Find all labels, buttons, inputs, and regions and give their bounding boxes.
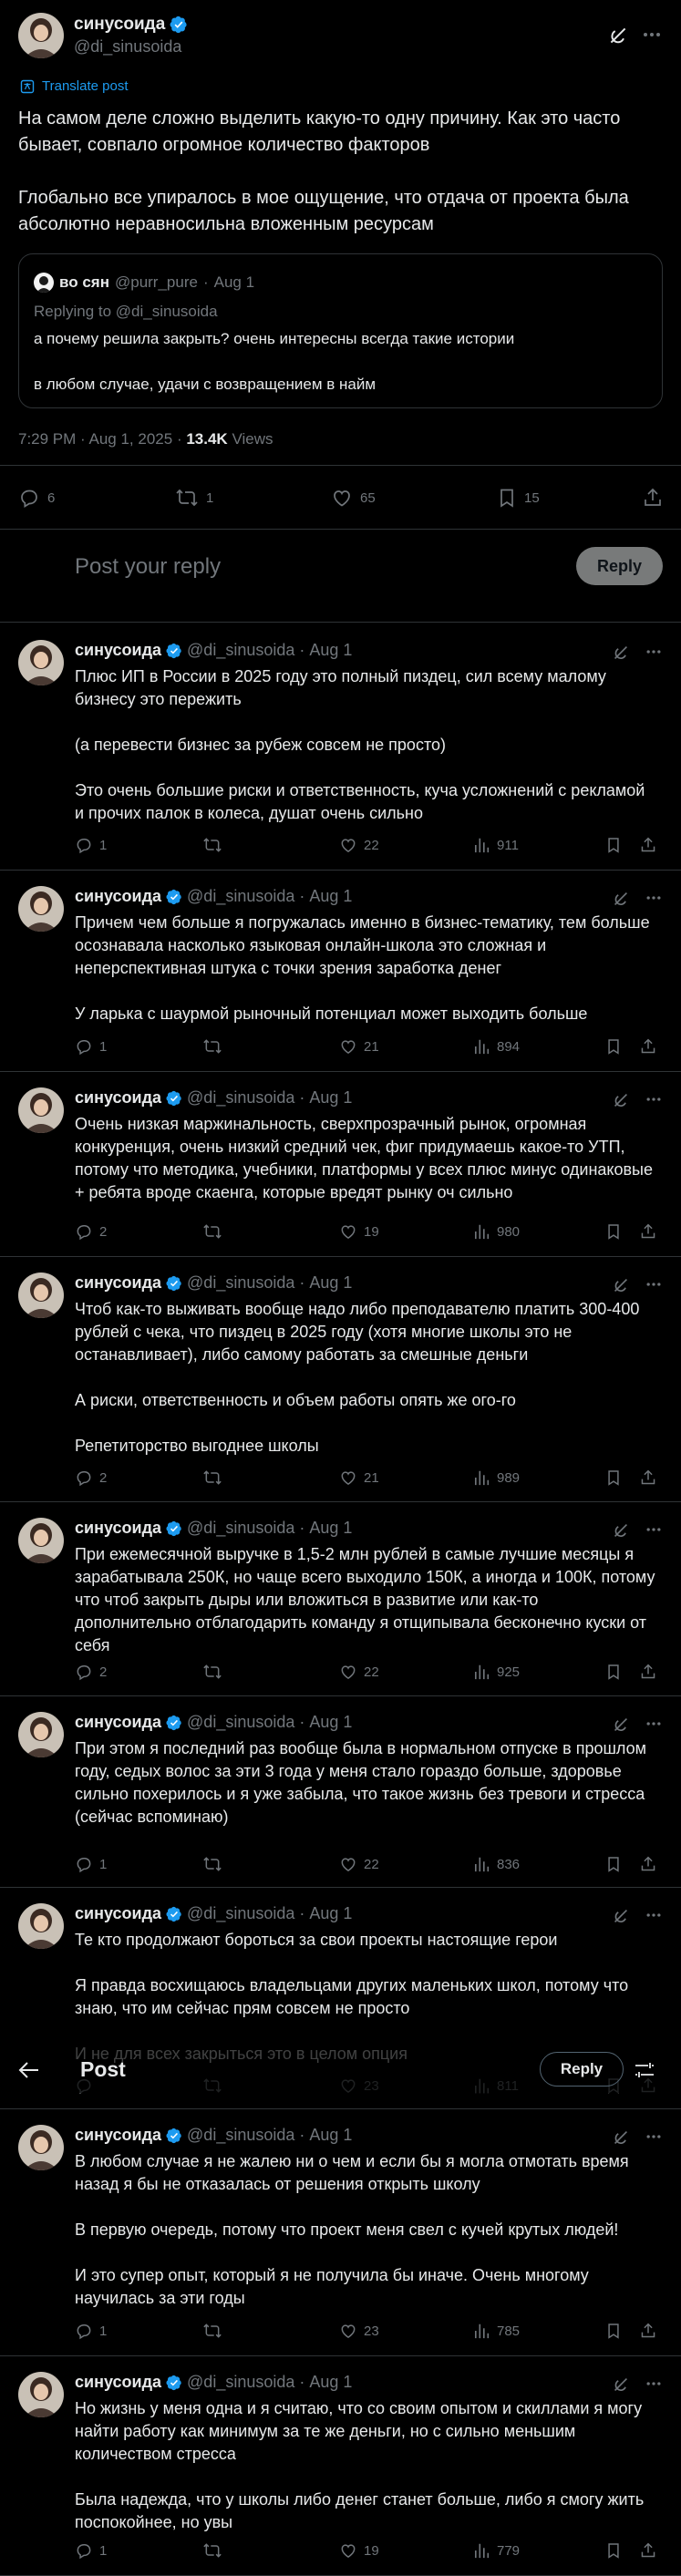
- author-name[interactable]: синусоида: [74, 15, 188, 35]
- quote-avatar: [34, 273, 54, 293]
- reply-action[interactable]: [75, 1855, 107, 1873]
- author-handle[interactable]: @di_sinusoida: [187, 2126, 295, 2144]
- bookmark-icon: [497, 487, 517, 509]
- reply-paragraph: При этом я последний раз вообще была в нормальном отпуске в прошлом году, седых волос за эти 3 года у меня стало гораздо больше, здоровье сильно похерилось и я уже забыла, что такое жизнь без тревоги и стресса (сейчас вспоминаю): [75, 1739, 647, 1826]
- views-action[interactable]: [474, 2322, 520, 2340]
- reply-header: [75, 1273, 658, 1293]
- views-icon: [474, 2322, 490, 2340]
- header-dot: ·: [299, 641, 305, 659]
- reply-icon: [75, 1222, 93, 1241]
- views-icon: [474, 2541, 490, 2560]
- reply-actions: [75, 1855, 658, 1877]
- reply-paragraph: Но жизнь у меня одна и я считаю, что со своим опытом и скиллами я могу найти работу как минимум за те же деньги, но с сильно меньшим количеством стресса: [75, 2399, 643, 2463]
- verified-badge-icon: [166, 1906, 182, 1922]
- quote-author-name: во сян: [59, 273, 109, 291]
- like-icon: [339, 1037, 357, 1056]
- more-options-icon[interactable]: [645, 1906, 663, 1924]
- filter-icon[interactable]: [633, 2059, 656, 2081]
- author-handle[interactable]: @di_sinusoida: [187, 887, 295, 905]
- verified-badge-icon: [166, 2128, 182, 2144]
- bookmark-action[interactable]: [605, 1468, 622, 1487]
- reply-icon: [75, 1855, 93, 1873]
- repost-icon: [202, 1663, 222, 1681]
- repost-icon: [202, 836, 222, 854]
- bookmark-action[interactable]: [605, 2541, 622, 2560]
- views-action[interactable]: [474, 2541, 520, 2560]
- post-date[interactable]: Aug 1: [309, 2126, 353, 2144]
- repost-action[interactable]: 1: [175, 487, 213, 509]
- share-icon: [640, 1222, 656, 1241]
- reply-text: [75, 2397, 658, 2557]
- author-handle[interactable]: @di_sinusoida: [187, 641, 295, 659]
- reply-icon: [75, 1663, 93, 1681]
- author-name[interactable]: синусоида: [75, 887, 162, 905]
- reply-paragraph: И это супер опыт, который я не получила бы иначе. Очень многому научилась за эти годы: [75, 2266, 589, 2307]
- reply-actions: [75, 1222, 658, 1244]
- reply-icon: [75, 1037, 93, 1056]
- header-dot: ·: [299, 1713, 305, 1731]
- share-action[interactable]: [640, 836, 656, 854]
- share-action[interactable]: [640, 2322, 656, 2340]
- views-count: 894: [497, 1038, 521, 1055]
- main-post-header: [18, 13, 663, 58]
- share-icon: [643, 487, 663, 509]
- bookmark-action[interactable]: [605, 1222, 622, 1241]
- repost-action[interactable]: [202, 1468, 229, 1487]
- repost-action[interactable]: [202, 836, 229, 854]
- bookmark-action[interactable]: [605, 1037, 622, 1056]
- reply-header: [75, 2373, 658, 2392]
- grok-icon[interactable]: [611, 1275, 631, 1295]
- share-icon: [640, 1037, 656, 1056]
- like-count: 19: [364, 2542, 379, 2559]
- repost-action[interactable]: [202, 1663, 229, 1681]
- divider: [0, 529, 681, 530]
- post-date[interactable]: Aug 1: [309, 1088, 353, 1107]
- reply-count: 1: [99, 1856, 108, 1872]
- reply-text: [75, 1113, 658, 1227]
- header-dot: ·: [299, 887, 305, 905]
- share-icon: [640, 2541, 656, 2560]
- post-date[interactable]: Aug 1: [309, 2373, 353, 2391]
- author-handle[interactable]: @di_sinusoida: [187, 1088, 295, 1107]
- share-action[interactable]: [640, 1222, 656, 1241]
- avatar[interactable]: [18, 1518, 64, 1563]
- views-icon: [474, 1663, 490, 1681]
- quote-header: [34, 273, 254, 293]
- share-action[interactable]: [640, 1855, 656, 1873]
- reply-paragraph: Это очень большие риски и ответственность, куча усложнений с рекламой и прочих палок в колеса, душат очень сильно: [75, 781, 645, 822]
- views-action[interactable]: [474, 1663, 520, 1681]
- reply-header: [75, 1088, 658, 1108]
- views-count: 785: [497, 2323, 521, 2339]
- author-name[interactable]: синусоида: [75, 1519, 162, 1537]
- header-dot: ·: [299, 2373, 305, 2391]
- reply-count: 1: [99, 2323, 108, 2339]
- reply-text: [75, 665, 658, 848]
- author-name[interactable]: синусоида: [75, 1904, 162, 1922]
- reply-paragraph: Была надежда, что у школы либо денег станет больше, либо я смогу жить поспокойнее, но увы: [75, 2490, 645, 2531]
- author-name[interactable]: синусоида: [75, 1713, 162, 1731]
- sticky-header: [0, 2045, 681, 2093]
- repost-icon: [202, 1222, 222, 1241]
- post-time[interactable]: 7:29 PM: [18, 430, 77, 448]
- reply-post[interactable]: [0, 625, 681, 871]
- author-handle[interactable]: @di_sinusoida: [187, 1273, 295, 1292]
- avatar[interactable]: [18, 1273, 64, 1318]
- post-date[interactable]: Aug 1: [309, 1273, 353, 1292]
- like-count: 23: [364, 2323, 379, 2339]
- verified-badge-icon: [166, 1090, 182, 1107]
- post-date[interactable]: Aug 1, 2025: [88, 430, 173, 448]
- views-icon: [474, 1222, 490, 1241]
- reply-paragraph: У ларька с шаурмой рыночный потенциал может выходить больше: [75, 1005, 588, 1023]
- reply-header: [75, 887, 658, 906]
- reply-count: 1: [99, 2542, 108, 2559]
- share-action[interactable]: [640, 2541, 656, 2560]
- reply-composer: [0, 533, 681, 617]
- quote-date: Aug 1: [213, 273, 255, 291]
- bookmark-icon: [605, 1037, 622, 1056]
- reply-count: 2: [99, 1469, 108, 1486]
- quote-replying-to: Replying to @di_sinusoida: [34, 303, 218, 320]
- avatar[interactable]: [18, 1087, 64, 1133]
- author-handle[interactable]: @di_sinusoida: [187, 2373, 295, 2391]
- reply-paragraph: А риски, ответственность и объем работы опять же ого-го: [75, 1391, 516, 1409]
- reply-text: [75, 1298, 658, 1480]
- reply-header: [75, 1904, 658, 1923]
- author-name[interactable]: синусоида: [75, 2126, 162, 2144]
- reply-paragraph: Репетиторство выгоднее школы: [75, 1437, 319, 1455]
- bookmark-action[interactable]: 15: [497, 487, 540, 509]
- reply-actions: [75, 1663, 658, 1685]
- like-icon: [339, 2541, 357, 2560]
- reply-post[interactable]: [0, 1073, 681, 1257]
- reply-paragraph: Очень низкая маржинальность, сверхпрозрачный рынок, огромная конкуренция, очень низкий средний чек, фиг придумаешь какое-то УТП, потому что методика, учебники, платформы у всех плюс минус одинаковые + ребята вроде скаенга, которые вредят рынку оч сильно: [75, 1115, 654, 1201]
- views-count: 989: [497, 1469, 521, 1486]
- reply-paragraph: (а перевести бизнес за рубеж совсем не просто): [75, 736, 446, 754]
- grok-icon[interactable]: [606, 24, 630, 47]
- grok-icon[interactable]: [611, 1906, 631, 1926]
- reply-action[interactable]: [75, 1663, 107, 1681]
- views-action[interactable]: [474, 1855, 520, 1873]
- more-options-icon[interactable]: [645, 1090, 663, 1108]
- repost-icon: [175, 487, 199, 509]
- more-options-icon[interactable]: [641, 24, 663, 46]
- reply-post[interactable]: [0, 1258, 681, 1502]
- reply-action[interactable]: [75, 2322, 107, 2340]
- quote-text: а почему решила закрыть? очень интересны всегда такие истории в любом случае, удачи с возвращением в найм: [34, 330, 515, 393]
- post-date[interactable]: Aug 1: [309, 1519, 353, 1537]
- like-action[interactable]: [339, 836, 379, 854]
- verified-badge-icon: [170, 15, 188, 34]
- avatar[interactable]: [18, 2125, 64, 2170]
- verified-badge-icon: [166, 1275, 182, 1292]
- main-post-actions: [18, 483, 663, 514]
- reply-icon: [75, 2541, 93, 2560]
- views-count: 779: [497, 2542, 521, 2559]
- grok-icon[interactable]: [611, 2375, 631, 2395]
- views-icon: [474, 1468, 490, 1487]
- reply-header: [75, 2126, 658, 2145]
- like-action[interactable]: [339, 2322, 379, 2340]
- like-action[interactable]: [339, 1222, 379, 1241]
- views-action[interactable]: [474, 836, 519, 854]
- like-icon: [339, 1468, 357, 1487]
- reply-actions: [75, 2322, 658, 2344]
- grok-icon[interactable]: [611, 643, 631, 663]
- views-action[interactable]: [474, 1222, 520, 1241]
- bookmark-icon: [605, 1468, 622, 1487]
- reply-action[interactable]: [75, 1468, 107, 1487]
- share-icon: [640, 1468, 656, 1487]
- repost-action[interactable]: [202, 1037, 229, 1056]
- verified-badge-icon: [166, 1520, 182, 1537]
- header-dot: ·: [299, 1088, 305, 1107]
- avatar[interactable]: [18, 886, 64, 932]
- author-name[interactable]: синусоида: [75, 1088, 162, 1107]
- post-date[interactable]: Aug 1: [309, 887, 353, 905]
- views-count: 13.4K: [186, 430, 228, 448]
- like-icon: [339, 1663, 357, 1681]
- reply-count: 1: [99, 1038, 108, 1055]
- avatar[interactable]: [18, 1903, 64, 1949]
- header-reply-button[interactable]: Reply: [540, 2052, 624, 2087]
- bookmark-icon: [605, 2322, 622, 2340]
- repost-icon: [202, 2322, 222, 2340]
- reply-input[interactable]: Post your reply: [75, 554, 222, 579]
- share-action[interactable]: [640, 1663, 656, 1681]
- like-action[interactable]: [339, 1855, 379, 1873]
- like-icon: [339, 2322, 357, 2340]
- reply-icon: [75, 836, 93, 854]
- header-dot: ·: [299, 1273, 305, 1292]
- like-icon: [339, 1855, 357, 1873]
- reply-post[interactable]: [0, 1697, 681, 1888]
- views-icon: [474, 836, 490, 854]
- verified-badge-icon: [166, 2375, 182, 2391]
- main-post: [0, 0, 681, 620]
- repost-icon: [202, 1037, 222, 1056]
- author-handle[interactable]: @di_sinusoida: [187, 1519, 295, 1537]
- bookmark-action[interactable]: [605, 1855, 622, 1873]
- reply-action[interactable]: [75, 836, 107, 854]
- reply-header: [75, 1519, 658, 1538]
- like-count: 22: [364, 837, 379, 853]
- author-name[interactable]: синусоида: [75, 1273, 162, 1292]
- reply-text: [75, 2150, 658, 2333]
- reply-text: [75, 912, 658, 1048]
- divider: [0, 622, 681, 623]
- bookmark-icon: [605, 1855, 622, 1873]
- reply-paragraph: Плюс ИП в России в 2025 году это полный пиздец, сил всему малому бизнесу это пережить: [75, 667, 606, 708]
- like-action[interactable]: [339, 2541, 379, 2560]
- more-options-icon[interactable]: [645, 2128, 663, 2146]
- reply-icon: [18, 487, 40, 509]
- views-action[interactable]: [474, 1468, 520, 1487]
- post-text: На самом деле сложно выделить какую-то одну причину. Как это часто бывает, совпало огромное количество факторов Глобально все упиралось в мое ощущение, что отдача от проекта была абсолютно неравносильна вложенным ресурсам: [18, 108, 629, 234]
- post-meta: [18, 430, 273, 448]
- more-options-icon[interactable]: [645, 1520, 663, 1539]
- header-dot: ·: [299, 2126, 305, 2144]
- more-options-icon[interactable]: [645, 889, 663, 907]
- grok-icon[interactable]: [611, 1520, 631, 1540]
- meta-dot: ·: [80, 430, 89, 448]
- author-handle[interactable]: @di_sinusoida: [187, 1904, 295, 1922]
- repost-action[interactable]: [202, 2322, 229, 2340]
- like-action[interactable]: 65: [331, 487, 376, 509]
- like-action[interactable]: [339, 1663, 379, 1681]
- like-count: 22: [364, 1664, 379, 1680]
- bookmark-action[interactable]: [605, 836, 622, 854]
- reply-paragraph: В первую очередь, потому что проект меня свел с кучей крутых людей!: [75, 2221, 619, 2239]
- more-options-icon[interactable]: [645, 1275, 663, 1293]
- views-count: 911: [497, 837, 519, 853]
- reply-count: 2: [99, 1664, 108, 1680]
- author-name[interactable]: синусоида: [75, 2373, 162, 2391]
- grok-icon[interactable]: [611, 1090, 631, 1110]
- share-icon: [640, 836, 656, 854]
- views-icon: [474, 1037, 490, 1056]
- reply-header: [75, 1713, 658, 1732]
- post-date[interactable]: Aug 1: [309, 1713, 353, 1731]
- author-handle[interactable]: @di_sinusoida: [187, 1713, 295, 1731]
- author-handle[interactable]: @di_sinusoida: [74, 37, 182, 56]
- avatar[interactable]: [18, 13, 64, 58]
- reply-post[interactable]: [0, 2357, 681, 2576]
- share-icon: [640, 1663, 656, 1681]
- reply-text: [75, 1543, 658, 1680]
- reply-paragraph: Чтоб как-то выживать вообще надо либо преподавателю платить 300-400 рублей с чека, что пиздец в 2025 году (хотя многие школы это не останавливает), либо самому работать за смешные деньги: [75, 1300, 640, 1364]
- repost-icon: [202, 2541, 222, 2560]
- like-count: 19: [364, 1223, 379, 1240]
- views-action[interactable]: [474, 1037, 520, 1056]
- reply-action[interactable]: 6: [18, 487, 55, 509]
- reply-paragraph: При ежемесячной выручке в 1,5-2 млн рублей в самые лучшие месяцы я зарабатывала 250К, но чаще всего выходило 150К, а иногда и 100К, потому что чтоб закрыть дыры или вложиться в развитие или как-то дополнительно отблагодарить команду я отщипывала бесконечно куски от себя: [75, 1545, 655, 1654]
- reply-icon: [75, 2322, 93, 2340]
- reply-count: 1: [99, 837, 108, 853]
- more-options-icon[interactable]: [645, 1715, 663, 1733]
- reply-actions: [75, 836, 658, 858]
- avatar[interactable]: [18, 2372, 64, 2417]
- repost-action[interactable]: [202, 1855, 229, 1873]
- reply-post[interactable]: [0, 2110, 681, 2356]
- verified-badge-icon: [166, 1715, 182, 1731]
- reply-actions: [75, 1468, 658, 1490]
- reply-actions: [75, 2541, 658, 2563]
- share-action[interactable]: [640, 1468, 656, 1487]
- avatar[interactable]: [18, 1712, 64, 1757]
- avatar[interactable]: [18, 640, 64, 685]
- verified-badge-icon: [166, 889, 182, 905]
- meta-dot: ·: [176, 430, 187, 448]
- views-label: Views: [232, 430, 273, 448]
- views-count: 980: [497, 1223, 521, 1240]
- views-count: 925: [497, 1664, 521, 1680]
- reply-paragraph: Причем чем больше я погружалась именно в бизнес-тематику, тем больше осознавала насколько языковая онлайн-школа это сложная и неперспективная штука с точки зрения заработка денег: [75, 913, 650, 977]
- more-options-icon[interactable]: [645, 643, 663, 661]
- bookmark-icon: [605, 1663, 622, 1681]
- reply-button[interactable]: Reply: [576, 547, 663, 585]
- bookmark-action[interactable]: [605, 2322, 622, 2340]
- repost-action[interactable]: [202, 2541, 229, 2560]
- like-action[interactable]: [339, 1468, 379, 1487]
- reply-post[interactable]: [0, 1503, 681, 1696]
- reply-icon: [75, 1468, 93, 1487]
- like-icon: [331, 487, 353, 509]
- views-count: 836: [497, 1856, 521, 1872]
- like-icon: [339, 1222, 357, 1241]
- bookmark-action[interactable]: [605, 1663, 622, 1681]
- bookmark-icon: [605, 1222, 622, 1241]
- page-title: Post: [80, 2057, 126, 2081]
- more-options-icon[interactable]: [645, 2375, 663, 2393]
- back-arrow-icon[interactable]: [18, 2060, 40, 2080]
- repost-icon: [202, 1855, 222, 1873]
- reply-action[interactable]: [75, 2541, 107, 2560]
- reply-actions: [75, 1037, 658, 1059]
- reply-paragraph: Те кто продолжают бороться за свои проекты настоящие герои: [75, 1931, 558, 1949]
- divider: [0, 465, 681, 466]
- reply-action[interactable]: [75, 1222, 107, 1241]
- header-dot: ·: [299, 1904, 305, 1922]
- translate-link[interactable]: Translate post: [20, 78, 129, 94]
- reply-text: [75, 1737, 658, 1851]
- reply-action[interactable]: [75, 1037, 107, 1056]
- repost-action[interactable]: [202, 1222, 229, 1241]
- quote-author-handle: @purr_pure: [114, 273, 198, 291]
- translate-icon: [20, 79, 35, 94]
- verified-badge-icon: [166, 643, 182, 659]
- quoted-post[interactable]: [18, 253, 663, 408]
- reply-post[interactable]: [0, 871, 681, 1072]
- like-icon: [339, 836, 357, 854]
- reply-header: [75, 641, 658, 660]
- post-date[interactable]: Aug 1: [309, 641, 353, 659]
- share-icon: [640, 1855, 656, 1873]
- header-dot: ·: [299, 1519, 305, 1537]
- views-icon: [474, 1855, 490, 1873]
- bookmark-icon: [605, 2541, 622, 2560]
- bookmark-icon: [605, 836, 622, 854]
- post-date[interactable]: Aug 1: [309, 1904, 353, 1922]
- grok-icon[interactable]: [611, 1715, 631, 1735]
- reply-paragraph: В любом случае я не жалею ни о чем и если бы я могла отмотать время назад я бы не отказалась от решения открыть школу: [75, 2152, 629, 2193]
- share-icon: [640, 2322, 656, 2340]
- grok-icon[interactable]: [611, 2128, 631, 2148]
- reply-count: 2: [99, 1223, 108, 1240]
- grok-icon[interactable]: [611, 889, 631, 909]
- like-count: 21: [364, 1469, 379, 1486]
- quote-dot: ·: [202, 273, 209, 291]
- share-action[interactable]: [640, 1037, 656, 1056]
- repost-icon: [202, 1468, 222, 1487]
- like-count: 21: [364, 1038, 379, 1055]
- reply-paragraph: Я правда восхищаюсь владельцами других маленьких школ, потому что знаю, что им сейчас прям совсем не просто: [75, 1976, 629, 2017]
- author-name[interactable]: синусоида: [75, 641, 162, 659]
- like-count: 22: [364, 1856, 379, 1872]
- share-action[interactable]: [643, 487, 663, 509]
- like-action[interactable]: [339, 1037, 379, 1056]
